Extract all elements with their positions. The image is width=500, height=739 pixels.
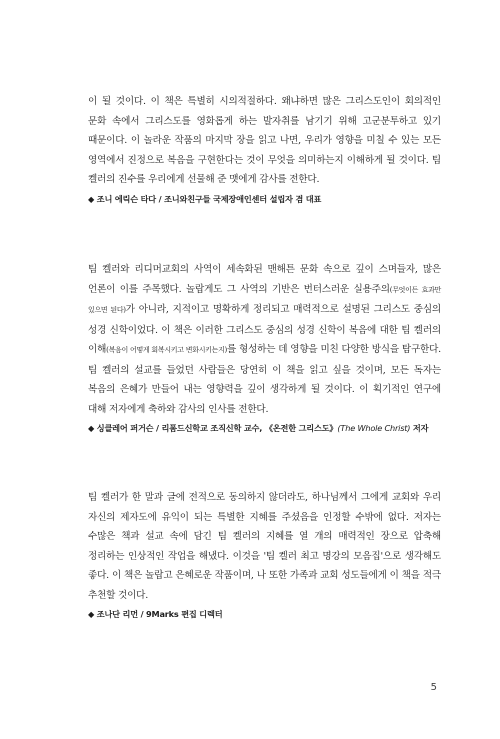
endorsement-attribution: ◆ 조니 에릭슨 타다 / 조니와친구들 국제장애인센터 설립자 겸 대표 [88, 193, 322, 204]
endorsement-1 [88, 92, 441, 205]
endorsement-attribution: ◆ 조나단 리먼 / 9Marks 편집 디렉터 [88, 609, 223, 619]
endorsement-attribution: ◆ 싱클레어 퍼거슨 / 리폼드신학교 조직신학 교수, 《온전한 그리스도》(The Whole Christ) 저자 [88, 423, 429, 433]
inline-note: (무엇이든 효과만 있으면 된다) [88, 285, 441, 314]
endorsement-2 [88, 260, 441, 434]
inline-note: (복음이 어떻게 회복시키고 변화시키는지) [106, 346, 227, 354]
page-number: 5 [430, 682, 437, 693]
endorsement-text: 팀 켈러와 리디머교회의 사역이 세속화된 맨해튼 문화 속으로 깊이 스며들자, 많은 언론이 이를 주목했다. 놀랍게도 그 사역의 기반은 번터스러운 실용주의(무엇이든 효과만 있으면 된다)가 아니라, 지적이고 명확하게 정리되고 매력적으로 설명된 그리스도 중심의 성경 신학이었다. 이 책은 이러한 그리스도 중심의 성경 신학이 복음에 대한 팀 켈러의 이해(복음이 어떻게 회복시키고 변화시키는지)를 형성하는 데 영향을 미친 다양한 방식을 탐구한다. 팀 켈러의 설교를 들었던 사람들은 당연히 이 책을 읽고 싶을 것이며, 모든 독자는 복음의 은혜가 만들어 내는 영향력을 깊이 생각하게 될 것이다. 이 획기적인 연구에 대해 저자에게 축하와 감사의 인사를 전한다. [88, 264, 441, 415]
endorsement-text: 이 될 것이다. 이 책은 특별히 시의적절하다. 왜냐하면 많은 그리스도인이 회의적인 문화 속에서 그리스도를 영화롭게 하는 발자취를 남기기 위해 고군분투하고 있기 때문이다. 이 놀라운 작품의 마지막 장을 읽고 나면, 우리가 영향을 미칠 수 있는 모든 영역에서 진정으로 복음을 구현한다는 것이 무엇을 의미하는지 이해하게 될 것이다. 팀 켈러의 진수를 우리에게 선물해 준 맷에게 감사를 전한다. [88, 96, 441, 185]
endorsement-text: 팀 켈러가 한 말과 글에 전적으로 동의하지 않더라도, 하나님께서 그에게 교회와 우리 자신의 제자도에 유익이 되는 특별한 지혜를 주셨음을 인정할 수밖에 없다. 저자는 수많은 책과 설교 속에 담긴 팀 켈러의 지혜를 열 개의 매력적인 장으로 압축해 정리하는 인상적인 작업을 해냈다. 이것을 '팀 켈러 최고 명강의 모음집'으로 생각해도 좋다. 이 책은 놀랍고 은혜로운 작품이며, 나 또한 가족과 교회 성도들에게 이 책을 적극 추천할 것이다. [88, 492, 441, 601]
book-title-english: (The Whole Christ) [337, 423, 411, 433]
endorsement-3 [88, 488, 441, 620]
